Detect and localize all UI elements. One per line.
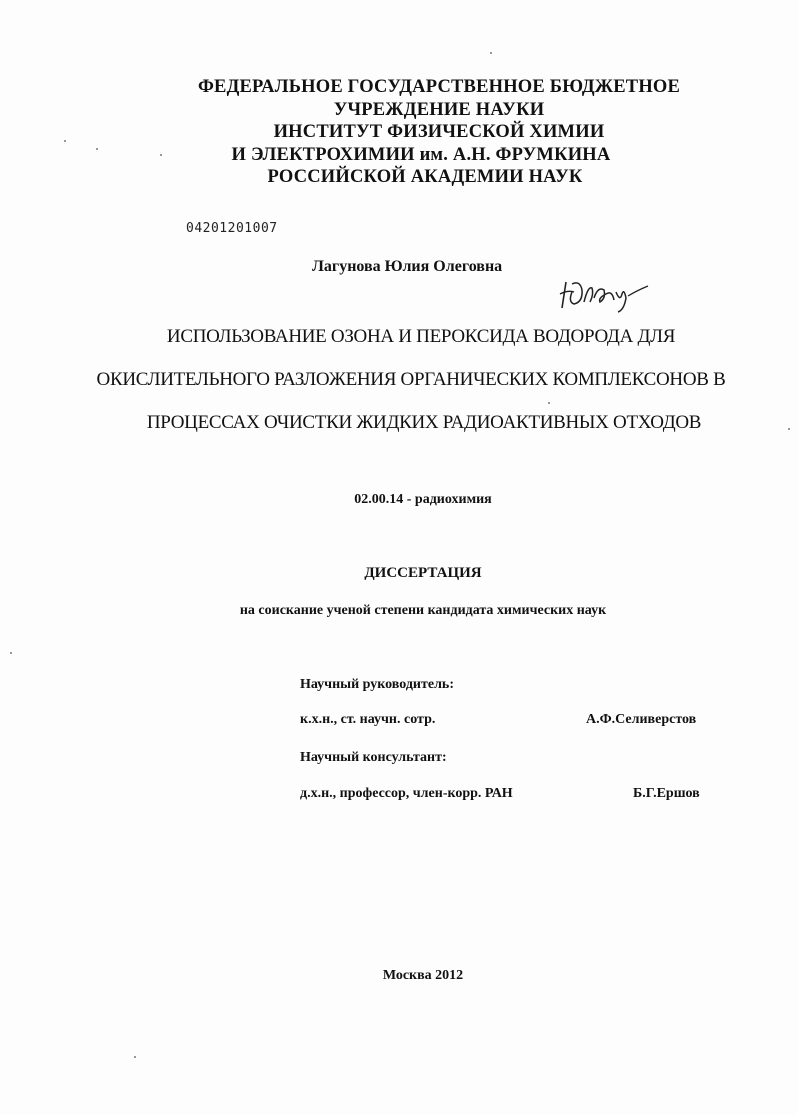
- handwritten-signature: [554, 272, 654, 316]
- scan-speck: [96, 148, 98, 150]
- title-line-2: ОКИСЛИТЕЛЬНОГО РАЗЛОЖЕНИЯ ОРГАНИЧЕСКИХ КОМПЛЕКСОНОВ В: [96, 369, 726, 390]
- dissertation-title: [0, 322, 798, 451]
- scan-speck: [788, 428, 790, 430]
- registration-number: 04201201007: [186, 221, 278, 236]
- document-type: [0, 565, 798, 582]
- scan-speck: [134, 1056, 136, 1058]
- specialty-code: [0, 492, 798, 508]
- institution-line-2: УЧРЕЖДЕНИЕ НАУКИ: [333, 99, 545, 120]
- scan-speck: [64, 140, 66, 142]
- institution-block: [0, 76, 798, 189]
- supervisor-name: А.Ф.Селиверстов: [586, 712, 697, 727]
- institution-line-1: ФЕДЕРАЛЬНОЕ ГОСУДАРСТВЕННОЕ БЮДЖЕТНОЕ: [197, 77, 681, 97]
- institution-line-5: РОССИЙСКОЙ АКАДЕМИИ НАУК: [267, 167, 583, 187]
- scan-speck: [160, 154, 162, 156]
- title-line-1: ИСПОЛЬЗОВАНИЕ ОЗОНА И ПЕРОКСИДА ВОДОРОДА ДЛЯ: [166, 326, 676, 347]
- specialty-text: 02.00.14 - радиохимия: [354, 492, 492, 507]
- consultant-heading: Научный консультант:: [300, 750, 447, 765]
- city-year-text: Москва 2012: [382, 968, 464, 983]
- author-name: Лагунова Юлия Олеговна: [312, 258, 503, 275]
- degree-statement: [0, 603, 798, 619]
- city-year: [0, 968, 798, 984]
- supervisor-title: к.х.н., ст. научн. сотр.: [300, 712, 436, 727]
- scan-speck: [10, 652, 12, 654]
- title-line-3: ПРОЦЕССАХ ОЧИСТКИ ЖИДКИХ РАДИОАКТИВНЫХ ОТХОДОВ: [146, 412, 702, 433]
- consultant-name: Б.Г.Ершов: [633, 786, 700, 801]
- supervisor-heading: Научный руководитель:: [300, 677, 454, 692]
- scan-speck: [490, 52, 492, 54]
- consultant-title: д.х.н., профессор, член-корр. РАН: [300, 786, 513, 801]
- institution-line-3: ИНСТИТУТ ФИЗИЧЕСКОЙ ХИМИИ: [273, 122, 605, 142]
- degree-text: на соискание ученой степени кандидата химических наук: [239, 603, 607, 618]
- scan-speck: [548, 402, 550, 404]
- document-type-text: ДИССЕРТАЦИЯ: [364, 565, 482, 581]
- institution-line-4: И ЭЛЕКТРОХИМИИ им. А.Н. ФРУМКИНА: [231, 144, 611, 165]
